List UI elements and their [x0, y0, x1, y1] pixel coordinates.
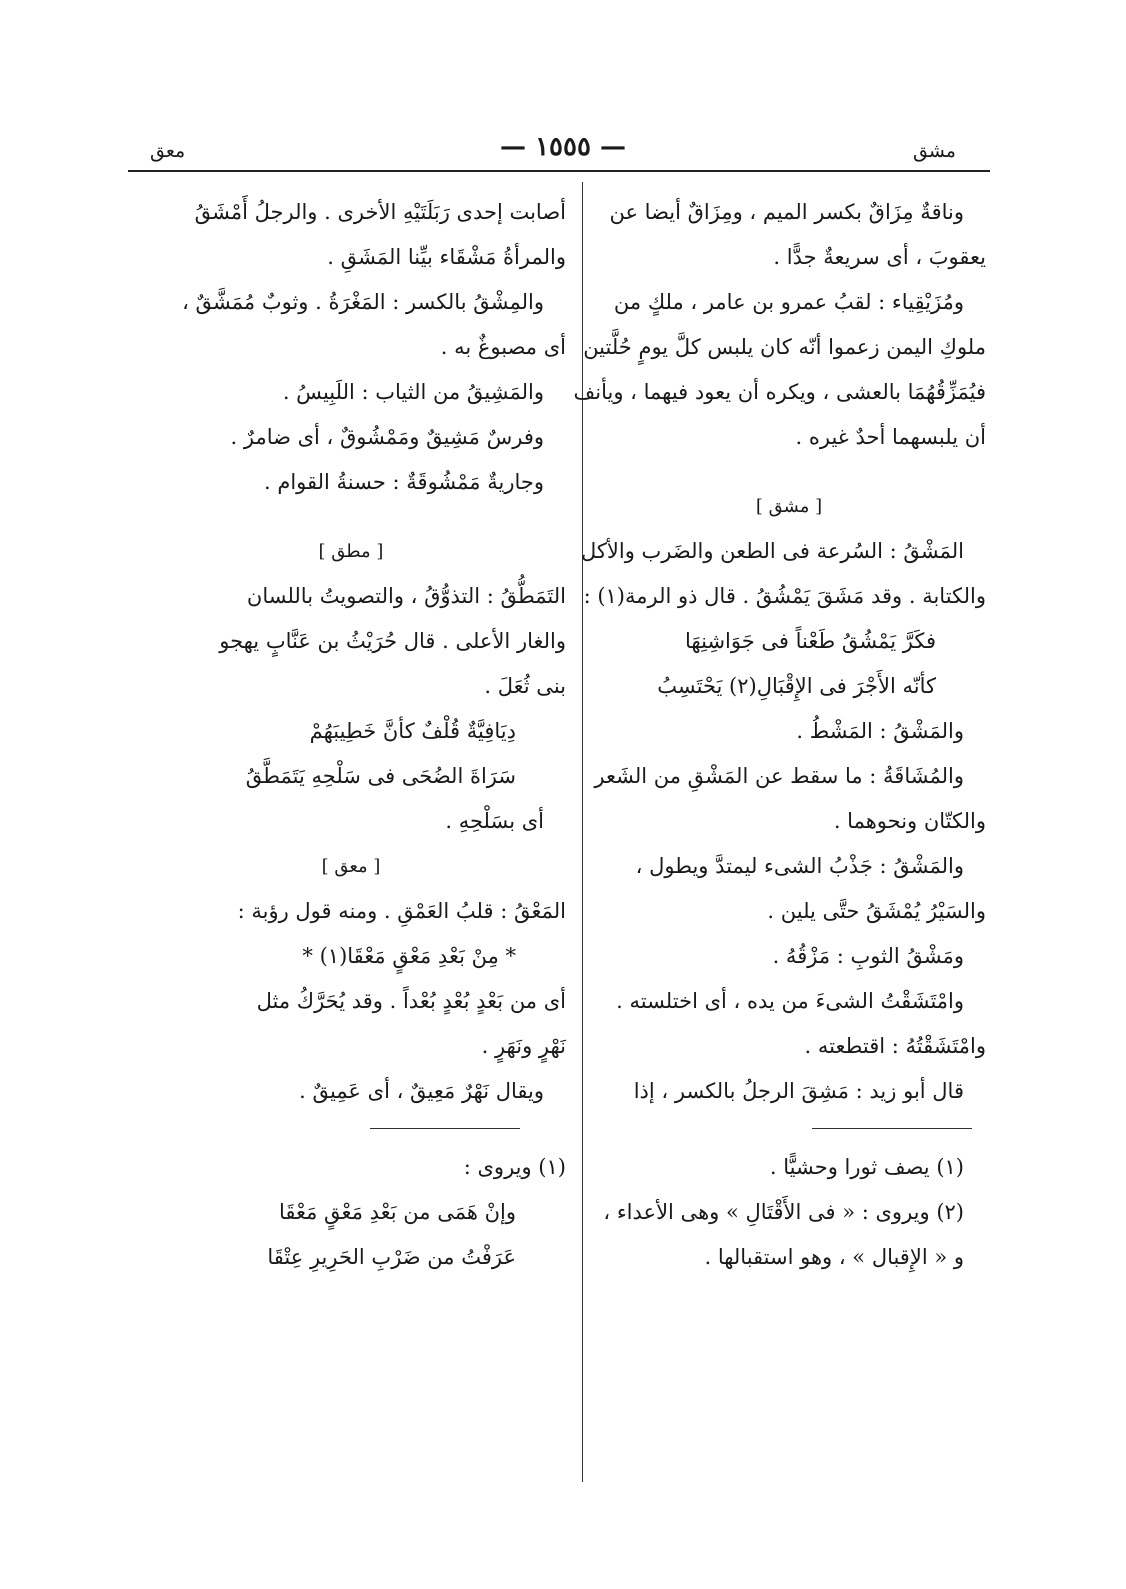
text-line: المَشْقُ : السُرعة فى الطعن والضَرب والأكل [580, 539, 964, 563]
verse-line: * مِنْ بَعْدِ مَعْقٍ مَعْقَا(١) * [302, 944, 516, 968]
text-line: والمُشَاقَةُ : ما سقط عن المَشْقِ من الشَعر [594, 764, 964, 788]
text-line: والمَشْقُ : المَشْطُ . [796, 719, 964, 743]
text-line: يعقوبَ ، أى سريعةٌ جدًّا . [773, 245, 986, 269]
text-line: التَمَطُّقُ : التذوُّقُ ، والتصويتُ باللسان [246, 584, 566, 608]
text-line: أن يلبسهما أحدٌ غيره . [795, 425, 986, 449]
footnote-line: (١) ويروى : [463, 1155, 566, 1179]
text-line: والمَشِيقُ من الثياب : اللَبِيسُ . [282, 380, 544, 404]
verse-line: دِيَافِيَّةٌ قُلْفٌ كأنَّ خَطِيبَهُمْ [309, 719, 516, 743]
entry-heading: [ مطق ] [318, 541, 384, 562]
text-line: والمِشْقُ بالكسر : المَغْرَةُ . وثوبٌ مُمَشَّقٌ ، [182, 290, 544, 314]
text-line: ومَشْقُ الثوبِ : مَزْقُهُ . [772, 944, 964, 968]
footnote-line: و « الإِقبال » ، وهو استقبالها . [704, 1245, 964, 1269]
right-column [573, 190, 986, 1280]
text-line: والكتّان ونحوهما . [833, 809, 986, 833]
text-line: أى من بَعْدٍ بُعْدٍ بُعْداً . وقد يُحَرَّكُ مثل [256, 989, 566, 1013]
text-line: ومُزَيْقِياء : لقبُ عمرو بن عامر ، ملكٍ من [613, 290, 964, 314]
verse-line: كأنّه الأَجْرَ فى الإِقْبَالِ(٢) يَحْتَسِبُ [657, 674, 936, 698]
footnote-rule [370, 1128, 520, 1129]
footnote-line: (١) يصف ثورا وحشيًّا . [769, 1155, 964, 1179]
verse-line: فكَرَّ يَمْشُقُ طَعْناً فى جَوَاشِنِهَا [685, 629, 936, 653]
text-line: والمرأةُ مَشْقَاء بيِّنا المَشَقِ . [327, 245, 566, 269]
text-line: أصابت إحدى رَبَلَتَيْهِ الأخرى . والرجلُ أَمْشَقُ [194, 200, 566, 224]
text-line: أى مصبوغٌ به . [440, 335, 566, 359]
footnote-verse: وإنْ هَمَى من بَعْدِ مَعْقٍ مَعْقَا [278, 1200, 516, 1224]
text-line: والسَيْرُ يُمْشَقُ حتَّى يلين . [767, 899, 986, 923]
footnote-rule [812, 1128, 972, 1129]
text-line: والغار الأعلى . قال حُرَيْثُ بن عَنَّابٍ يهجو [219, 629, 566, 653]
text-line: والمَشْقُ : جَذْبُ الشىء ليمتدَّ ويطول ، [635, 854, 964, 878]
page-number: — ١٥٥٥ — [500, 132, 626, 162]
text-line: فيُمَزِّقُهُمَا بالعشى ، ويكره أن يعود فيهما ، ويأنف [573, 380, 986, 404]
entry-heading: [ معق ] [321, 856, 381, 877]
header-right-entry: مشق [913, 140, 956, 162]
text-line: أى بسَلْحِهِ . [445, 809, 544, 833]
text-line: وفرسٌ مَشِيقٌ ومَمْشُوقٌ ، أى ضامرٌ . [230, 425, 544, 449]
text-line: والكتابة . وقد مَشَقَ يَمْشُقُ . قال ذو الرمة(١) : [583, 584, 986, 608]
text-line: ملوكِ اليمن زعموا أنّه كان يلبس كلَّ يومٍ حُلَّتين [583, 335, 986, 359]
left-column [136, 190, 566, 1280]
text-line: قال أبو زيد : مَشِقَ الرجلُ بالكسر ، إذا [633, 1079, 964, 1103]
text-line: وجاريةٌ مَمْشُوقَةٌ : حسنةُ القوام . [263, 470, 544, 494]
verse-line: سَرَاةَ الضُحَى فى سَلْحِهِ يَتَمَطَّقُ [245, 764, 516, 788]
header-rule [128, 170, 990, 172]
text-line: المَعْقُ : قلبُ العَمْقِ . ومنه قول رؤبة : [237, 899, 566, 923]
header-left-entry: معق [150, 140, 186, 162]
footnote-verse: عَرَفْتُ من ضَرْبِ الحَرِيرِ عِتْقَا [267, 1245, 516, 1269]
footnote-line: (٢) ويروى : « فى الأَقْتَالِ » وهى الأعداء ، [603, 1200, 964, 1224]
text-line: وامْتَشَقْتُ الشىءَ من يده ، أى اختلسته . [616, 989, 964, 1013]
text-line: وامْتَشَقْتُهُ : اقتطعته . [804, 1034, 986, 1058]
text-line: نَهْرٍ ونَهَرٍ . [481, 1034, 566, 1058]
text-line: بنى ثُعَلَ . [484, 674, 566, 698]
entry-heading: [ مشق ] [755, 496, 823, 517]
text-line: وناقةٌ مِزَاقٌ بكسر الميم ، ومِزَاقٌ أيضا عن [609, 200, 964, 224]
text-line: ويقال نَهْرٌ مَعِيقٌ ، أى عَمِيقٌ . [299, 1079, 544, 1103]
